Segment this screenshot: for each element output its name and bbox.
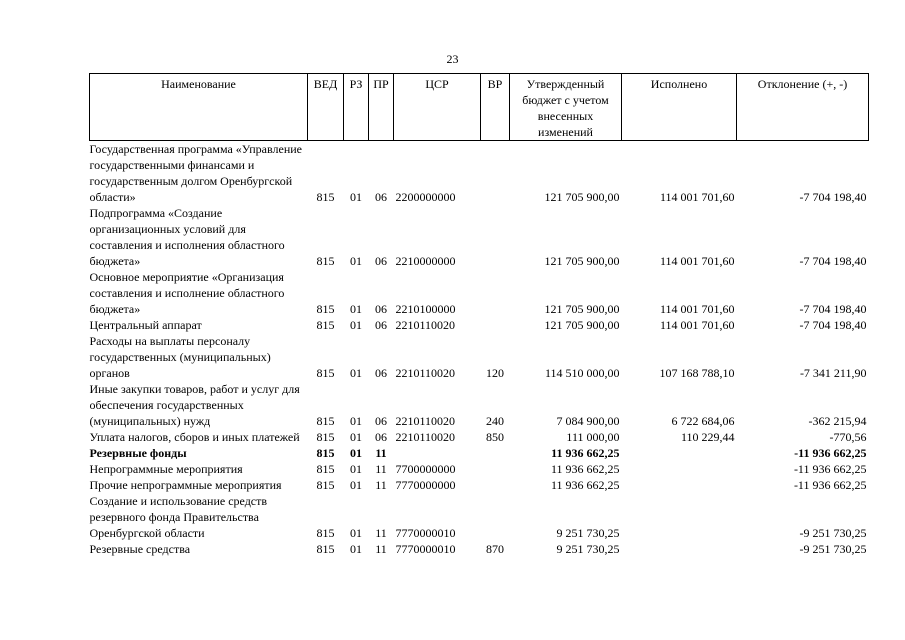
row-name: Расходы на выплаты персоналу государственных (муниципальных) органов: [89, 334, 271, 380]
row-approved: 11 936 662,25: [551, 446, 620, 460]
row-deviation: -7 704 198,40: [799, 190, 867, 204]
row-pr: 11: [375, 526, 387, 540]
row-rz: 01: [350, 446, 362, 460]
row-csr: 2210110020: [395, 366, 456, 380]
table-row: [90, 429, 869, 445]
header-name: Наименование: [90, 74, 308, 141]
row-executed: 114 001 701,60: [659, 302, 735, 316]
row-name: Резервные фонды: [89, 446, 187, 460]
table-row: [90, 493, 869, 541]
row-approved: 9 251 730,25: [556, 526, 620, 540]
header-approved: Утвержденный бюджет с учетом внесенных изменений: [510, 74, 622, 141]
row-csr: 7770000010: [395, 526, 456, 540]
header-executed: Исполнено: [622, 74, 737, 141]
row-rz: 01: [350, 526, 362, 540]
row-deviation: -11 936 662,25: [793, 478, 867, 492]
table-row: [90, 477, 869, 493]
row-pr: 11: [375, 446, 387, 460]
row-name: Подпрограмма «Создание организационных условий для составления и исполнения областного бюджета»: [89, 206, 285, 268]
table-row: [90, 269, 869, 317]
row-pr: 06: [375, 254, 387, 268]
table-row: [90, 445, 869, 461]
row-ved: 815: [316, 318, 335, 332]
row-approved: 121 705 900,00: [544, 254, 620, 268]
row-csr: 2210000000: [395, 254, 456, 268]
row-pr: 11: [375, 478, 387, 492]
row-ved: 815: [316, 462, 335, 476]
row-deviation: -362 215,94: [808, 414, 867, 428]
header-ved: ВЕД: [308, 74, 344, 141]
table-row: [90, 333, 869, 381]
row-csr: [394, 445, 481, 461]
row-approved: 11 936 662,25: [550, 462, 620, 476]
row-pr: 06: [375, 318, 387, 332]
row-approved: 11 936 662,25: [550, 478, 620, 492]
row-approved: 121 705 900,00: [544, 318, 620, 332]
row-vr: 850: [486, 430, 504, 444]
row-pr: 11: [375, 462, 387, 476]
row-approved: 121 705 900,00: [544, 302, 620, 316]
table-header-row: [90, 74, 869, 141]
row-ved: 815: [316, 430, 335, 444]
header-rz: РЗ: [344, 74, 369, 141]
header-pr: ПР: [369, 74, 394, 141]
row-pr: 06: [375, 414, 387, 428]
row-executed: 114 001 701,60: [659, 190, 735, 204]
row-rz: 01: [350, 254, 362, 268]
row-deviation: -7 704 198,40: [799, 318, 867, 332]
page-number: 23: [446, 52, 459, 66]
row-deviation: -11 936 662,25: [794, 446, 867, 460]
row-csr: 7770000000: [395, 478, 456, 492]
row-deviation: -7 704 198,40: [799, 302, 867, 316]
row-deviation: -770,56: [829, 430, 867, 444]
row-ved: 815: [316, 190, 335, 204]
row-vr: [481, 445, 510, 461]
row-executed: [622, 541, 737, 557]
row-approved: 121 705 900,00: [544, 190, 620, 204]
row-pr: 06: [375, 302, 387, 316]
row-name: Уплата налогов, сборов и иных платежей: [89, 430, 300, 444]
row-name: Непрограммные мероприятия: [89, 462, 243, 476]
row-pr: 06: [375, 190, 387, 204]
row-rz: 01: [350, 318, 362, 332]
header-csr: ЦСР: [394, 74, 481, 141]
row-ved: 815: [316, 254, 335, 268]
row-pr: 06: [375, 430, 387, 444]
row-executed: 114 001 701,60: [659, 318, 735, 332]
table-row: [90, 317, 869, 333]
row-executed: 107 168 788,10: [659, 366, 735, 380]
row-csr: 2210110020: [395, 318, 456, 332]
row-csr: 2200000000: [395, 190, 456, 204]
row-name: Прочие непрограммные мероприятия: [89, 478, 282, 492]
row-csr: 2210100000: [395, 302, 456, 316]
row-ved: 815: [316, 478, 335, 492]
row-executed: [622, 477, 737, 493]
row-ved: 815: [316, 302, 335, 316]
row-name: Иные закупки товаров, работ и услуг для обеспечения государственных (муниципальных) нужд: [89, 382, 300, 428]
row-rz: 01: [350, 462, 362, 476]
row-csr: 2210110020: [395, 414, 456, 428]
row-name: Центральный аппарат: [89, 318, 202, 332]
row-vr: [481, 205, 510, 269]
row-ved: 815: [316, 526, 335, 540]
table-row: [90, 461, 869, 477]
row-deviation: -7 704 198,40: [799, 254, 867, 268]
row-pr: 06: [375, 366, 387, 380]
row-vr: [481, 461, 510, 477]
row-deviation: -7 341 211,90: [799, 366, 867, 380]
row-executed: [622, 445, 737, 461]
row-executed: 110 229,44: [680, 430, 735, 444]
row-deviation: -9 251 730,25: [799, 526, 867, 540]
row-vr: 870: [486, 542, 504, 556]
table-row: [90, 381, 869, 429]
row-pr: 11: [375, 542, 387, 556]
row-deviation: -11 936 662,25: [793, 462, 867, 476]
row-csr: 7770000010: [395, 542, 456, 556]
row-ved: 815: [316, 366, 335, 380]
budget-execution-table: [89, 73, 869, 557]
header-deviation: Отклонение (+, -): [737, 74, 869, 141]
row-ved: 815: [316, 446, 335, 460]
row-vr: [481, 493, 510, 541]
row-approved: 7 084 900,00: [556, 414, 620, 428]
table-row: [90, 541, 869, 557]
row-name: Основное мероприятие «Организация составления и исполнение областного бюджета»: [89, 270, 285, 316]
row-executed: 6 722 684,06: [671, 414, 735, 428]
row-approved: 9 251 730,25: [556, 542, 620, 556]
row-name: Создание и использование средств резервного фонда Правительства Оренбургской области: [89, 494, 268, 540]
row-executed: [622, 493, 737, 541]
row-rz: 01: [350, 478, 362, 492]
row-vr: [481, 317, 510, 333]
row-vr: [481, 269, 510, 317]
header-vr: ВР: [481, 74, 510, 141]
row-csr: 2210110020: [395, 430, 456, 444]
row-rz: 01: [350, 430, 362, 444]
row-executed: [622, 461, 737, 477]
row-rz: 01: [350, 190, 362, 204]
table-row: [90, 205, 869, 269]
row-name: Государственная программа «Управление государственными финансами и государственным долгом Оренбургской области»: [89, 142, 302, 204]
row-ved: 815: [316, 414, 335, 428]
row-ved: 815: [316, 542, 335, 556]
row-deviation: -9 251 730,25: [799, 542, 867, 556]
row-approved: 114 510 000,00: [544, 366, 620, 380]
row-vr: 240: [486, 414, 504, 428]
row-rz: 01: [350, 366, 362, 380]
row-vr: [481, 477, 510, 493]
row-rz: 01: [350, 414, 362, 428]
row-csr: 7700000000: [395, 462, 456, 476]
row-name: Резервные средства: [89, 542, 191, 556]
row-rz: 01: [350, 542, 362, 556]
row-vr: [481, 141, 510, 206]
row-rz: 01: [350, 302, 362, 316]
row-approved: 111 000,00: [566, 430, 620, 444]
row-vr: 120: [486, 366, 504, 380]
table-body: [90, 141, 869, 558]
table-row: [90, 141, 869, 206]
row-executed: 114 001 701,60: [659, 254, 735, 268]
